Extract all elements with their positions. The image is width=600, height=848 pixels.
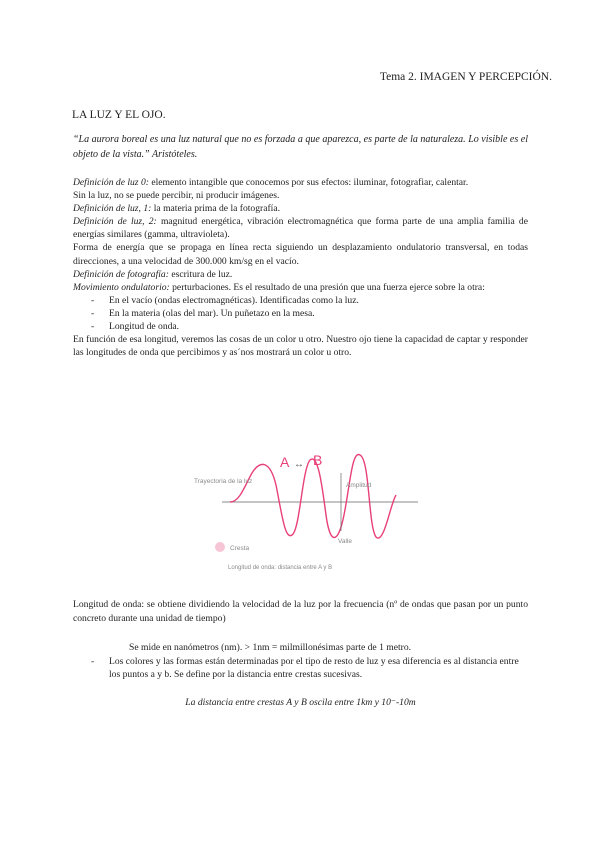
list-item: - Los colores y las formas están determinadas por el tipo de resto de luz y esa diferencia es al distancia entre los puntos a y b. Se define por la distancia entre crestas sucesivas. (73, 655, 528, 682)
list-item: - En el vacío (ondas electromagnéticas). Identificadas como la luz. (73, 294, 528, 307)
no-light-line: Sin la luz, no se puede percibir, ni producir imágenes. (73, 190, 280, 202)
label-a: A (280, 454, 290, 470)
term: Definición de luz, 2: (73, 216, 157, 228)
definition-luz-0 (73, 176, 528, 189)
topic-header: Tema 2. IMAGEN Y PERCEPCIÓN. (379, 71, 552, 83)
arrow: ↔ (294, 459, 304, 470)
wavelength-section (73, 598, 528, 709)
final-statement: La distancia entre crestas A y B oscila entre 1km y 10⁻-10m (185, 696, 416, 708)
term: Definición de fotografía: (73, 268, 169, 280)
wave-list (73, 294, 528, 333)
text: elemento intangible que conocemos por sus efectos: iluminar, fotografiar, calentar. (148, 177, 469, 188)
crest-label: Cresta (230, 545, 250, 552)
text: escritura de luz. (168, 268, 233, 280)
term: Definición de luz 0: (73, 177, 149, 188)
movimiento-ondulatorio (73, 281, 528, 294)
crest-marker (215, 542, 225, 552)
amplitude-label: Amplitud (346, 482, 372, 489)
figure-caption: Longitud de onda: distancia entre A y B (228, 565, 333, 571)
quote: “La aurora boreal es una luz natural que no es forzada a que aparezca, es parte de la naturaleza. Lo visible es el objeto de la vista.” Aristóteles. (73, 134, 528, 160)
energy-paragraph: Forma de energía que se propaga en línea recta siguiendo un desplazamiento ondulatorio transversal, en todas direcciones, a una velocidad de 300.000 km/sg en el vacío. (73, 242, 528, 267)
definition-fotografia (73, 268, 528, 281)
list-item: - En la materia (olas del mar). Un puñetazo en la mesa. (73, 307, 528, 320)
measure-line: Se mide en nanómetros (nm). > 1nm = milmillonésimas parte de 1 metro. (129, 642, 412, 653)
text: perturbaciones. Es el resultado de una presión que una fuerza ejerce sobre la otra: (169, 281, 485, 293)
definition-luz-2 (73, 215, 528, 241)
page-title: LA LUZ Y EL OJO. (72, 109, 166, 121)
valley-label: Valle (338, 538, 352, 545)
wavelength-list (73, 655, 528, 682)
color-paragraph: En función de esa longitud, veremos las cosas de un color u otro. Nuestro ojo tiene la capacidad de captar y responder las longitudes de onda que percibimos y as´nos mostrará un color u otro. (73, 334, 528, 359)
list-item: - Longitud de onda. (73, 320, 528, 333)
definition-luz-1 (73, 202, 528, 215)
term: Movimiento ondulatorio: (73, 281, 170, 293)
text: la materia prima de la fotografía. (151, 203, 280, 215)
wavelength-definition: Longitud de onda: se obtiene dividiendo la velocidad de la luz por la frecuencia (nº de ondas que pasan por un punto concreto durante una unidad de tiempo) (73, 599, 528, 624)
trajectory-label: Trayectoria de la luz (194, 478, 253, 485)
term: Definición de luz, 1: (73, 203, 152, 215)
definitions-section (73, 176, 528, 359)
wave-figure (180, 445, 440, 575)
text: magnitud energética, vibración electromagnética que forma parte de una amplia familia de energías similares (gamma, ultravioleta). (73, 216, 528, 241)
label-b: B (313, 452, 323, 468)
